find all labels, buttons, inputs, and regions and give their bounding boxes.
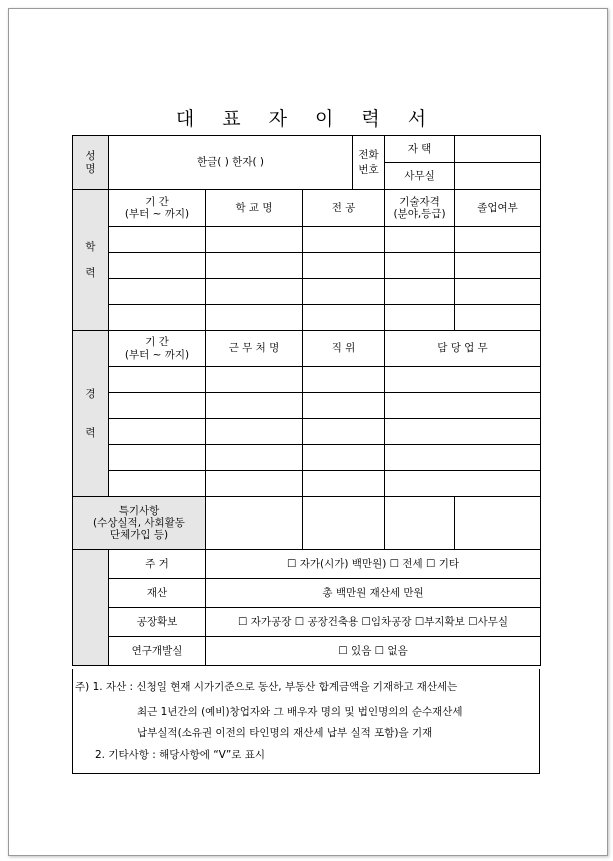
office-phone-label: 사무실 — [385, 163, 455, 190]
special-notes-field[interactable] — [303, 497, 385, 550]
career-row — [73, 393, 541, 419]
career-row — [73, 471, 541, 497]
education-row — [73, 253, 541, 279]
assets-label: 재산 — [109, 579, 206, 608]
factory-label: 공장확보 — [109, 608, 206, 637]
position-header: 직 위 — [303, 331, 385, 367]
career-row — [73, 445, 541, 471]
misc-section-label — [73, 550, 109, 666]
rnd-options[interactable]: ☐ 있음 ☐ 없음 — [206, 637, 541, 666]
footnote-line: 주) 1. 자산 : 신청일 현재 시가기준으로 동산, 부동산 합계금액을 기재하고 재산세는 — [75, 681, 458, 693]
education-section-label: 학 력 — [73, 190, 109, 331]
document-title: 대 표 자 이 력 서 — [175, 108, 438, 130]
special-notes-field[interactable] — [455, 497, 541, 550]
career-row — [73, 419, 541, 445]
career-row — [73, 367, 541, 393]
name-header: 성 명 — [73, 136, 109, 190]
special-notes-field[interactable] — [385, 497, 455, 550]
special-notes-label: 특기사항 (수상실적, 사회활동 단체가입 등) — [73, 497, 206, 550]
education-period-header: 기 간 (부터 ~ 까지) — [109, 190, 206, 227]
special-notes-field[interactable] — [206, 497, 303, 550]
residence-options[interactable]: ☐ 자가(시가) 백만원) ☐ 전세 ☐ 기타 — [206, 550, 541, 579]
duty-header: 담 당 업 무 — [385, 331, 541, 367]
footnote-line: 최근 1년간의 (예비)창업자와 그 배우자 명의 및 법인명의의 순수재산세 — [137, 706, 463, 718]
education-row — [73, 305, 541, 331]
resume-form — [72, 135, 541, 666]
education-row — [73, 279, 541, 305]
residence-label: 주 거 — [109, 550, 206, 579]
rnd-label: 연구개발실 — [109, 637, 206, 666]
home-phone-field[interactable] — [455, 136, 541, 163]
major-header: 전 공 — [303, 190, 385, 227]
certification-header: 기술자격 (분야,등급) — [385, 190, 455, 227]
name-field[interactable]: 한글( ) 한자( ) — [109, 136, 353, 190]
career-section-label: 경 력 — [73, 331, 109, 497]
career-period-header: 기 간 (부터 ~ 까지) — [109, 331, 206, 367]
assets-field[interactable]: 총 백만원 재산세 만원 — [206, 579, 541, 608]
school-header: 학 교 명 — [206, 190, 303, 227]
footnote-line: 2. 기타사항 : 해당사항에 “V”로 표시 — [95, 749, 266, 761]
phone-header: 전화 번호 — [353, 136, 385, 190]
graduation-header: 졸업여부 — [455, 190, 541, 227]
home-phone-label: 자 택 — [385, 136, 455, 163]
footnotes — [72, 669, 540, 774]
office-phone-field[interactable] — [455, 163, 541, 190]
education-row — [73, 227, 541, 253]
footnote-line: 납부실적(소유권 이전의 타인명의 재산세 납부 실적 포함)을 기재 — [137, 727, 433, 739]
workplace-header: 근 무 처 명 — [206, 331, 303, 367]
factory-options[interactable]: ☐ 자가공장 ☐ 공장건축용 ☐임차공장 ☐부지확보 ☐사무실 — [206, 608, 541, 637]
